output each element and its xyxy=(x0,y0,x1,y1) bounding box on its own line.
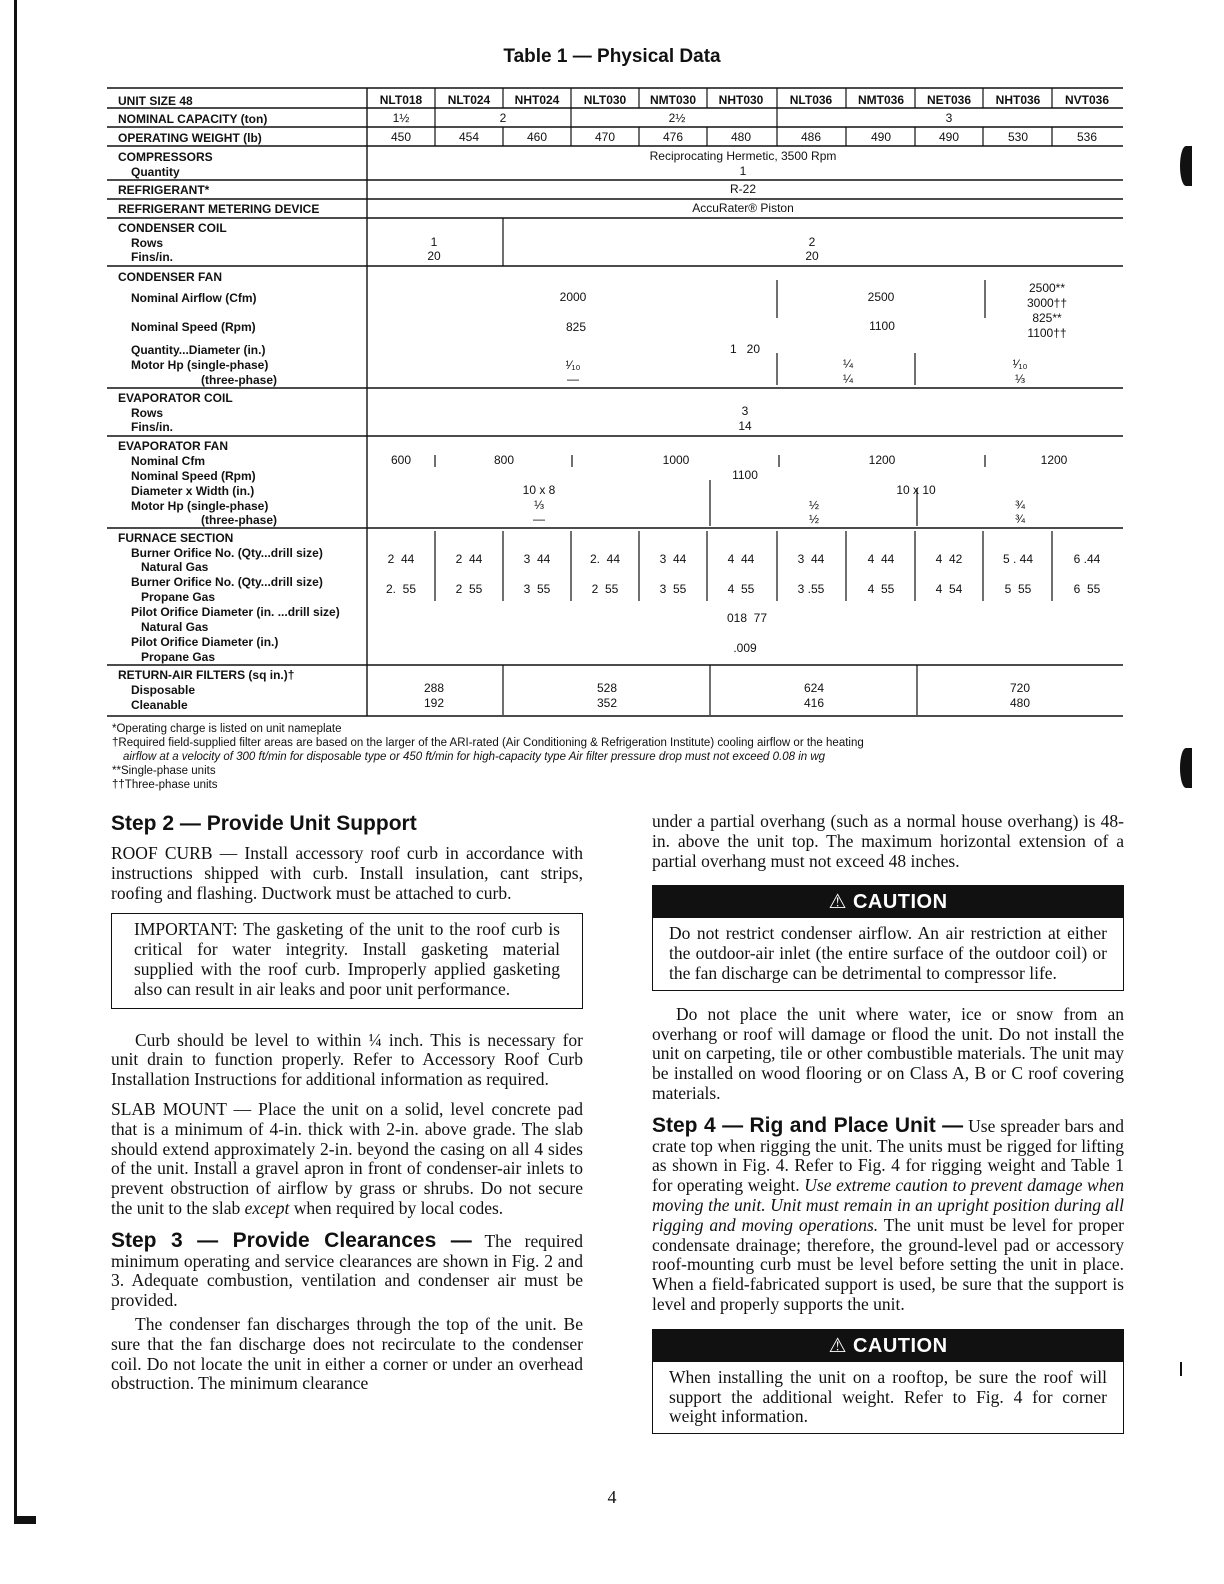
filter-cleanable-value: 416 xyxy=(803,696,825,710)
step4-text: Use spreader bars and crate top when rigging the unit. The units must be rigged for lifting as shown in Fig. 4. Refer to Fig. 4 for rigging weight and Table 1 for operating weight. xyxy=(652,1115,1124,1196)
burner-orifice-propane: 4 55 xyxy=(727,582,755,596)
slab-mount-text: SLAB MOUNT — Place the unit on a solid, level concrete pad that is a minimum of 4-in. thick with 2-in. above grade. The slab should extend approximately 2-in. beyond the casing on all 4 sides of the unit. Install a gravel apron in front of condenser-air inlets to prevent obstruction of airflow by grass or shrubs. Do not secure the unit to the slab xyxy=(111,1098,583,1218)
fan-discharge-paragraph: The condenser fan discharges through the top of the unit. Be sure that the fan discharge does not recirculate to the condenser coil. Do not locate the unit in either a corner or under an overhead obstruction. The minimum clearance xyxy=(111,1313,583,1394)
footnote: †Required field-supplied filter areas are based on the larger of the ARI-rated (Air Conditioning & Refrigeration Institute) cooling airflow or the heating xyxy=(112,737,864,749)
slab-mount-paragraph xyxy=(111,1100,583,1219)
operating-weight-value: 454 xyxy=(458,130,480,144)
evap-hp-single: ½ xyxy=(808,498,820,512)
burner-orifice-natural-gas: 4 44 xyxy=(727,552,755,566)
burner-orifice-natural-gas: 2. 44 xyxy=(589,552,621,566)
burner-orifice-natural-gas: 4 42 xyxy=(935,552,963,566)
capacity-value: 2 xyxy=(499,111,507,125)
filter-disposable-value: 720 xyxy=(1009,681,1031,695)
fan-hp-single: ¹⁄₁₀ xyxy=(565,358,581,372)
operating-weight-value: 480 xyxy=(730,130,752,144)
burner-orifice-natural-gas: 5 . 44 xyxy=(1002,552,1034,566)
condenser-fins-value: 20 xyxy=(805,249,819,263)
pilot-natural-gas-label: Natural Gas xyxy=(141,620,209,634)
step3-heading: Step 3 — Provide Clearances — xyxy=(111,1228,472,1252)
refrigerant-label: REFRIGERANT* xyxy=(118,183,210,197)
evaporator-rows-label: Rows xyxy=(131,406,164,420)
right-column xyxy=(652,812,1124,1448)
capacity-value: 2½ xyxy=(668,111,686,125)
fan-hp-single: ¹⁄₁₀ xyxy=(1012,357,1028,371)
caution-header: ⚠ CAUTION xyxy=(653,1330,1123,1362)
burner-orifice-propane: 2. 55 xyxy=(385,582,417,596)
evap-hp-single-label: Motor Hp (single-phase) xyxy=(131,499,269,513)
evap-diameter: 10 x 8 xyxy=(522,483,556,497)
pilot-orifice-lp-label: Pilot Orifice Diameter (in.) xyxy=(131,635,279,649)
important-notice-box xyxy=(111,913,583,1008)
burner-orifice-natural-gas: 6 .44 xyxy=(1073,552,1101,566)
caution-box-airflow xyxy=(652,885,1124,990)
nominal-capacity-label: NOMINAL CAPACITY (ton) xyxy=(118,112,268,126)
condenser-rows-value: 2 xyxy=(808,235,816,249)
unit-model-header: NMT030 xyxy=(649,93,697,107)
burner-orifice-natural-gas: 3 44 xyxy=(797,552,825,566)
burner-orifice-propane: 5 55 xyxy=(1004,582,1032,596)
condenser-airflow: 2500 xyxy=(867,290,895,304)
fan-hp-single: ¼ xyxy=(842,357,854,371)
caution-text: When installing the unit on a rooftop, be sure the roof will support the additional weight. Refer to Fig. 4 for corner weight information. xyxy=(669,1366,1107,1427)
compressors-label: COMPRESSORS xyxy=(118,150,213,164)
slab-mount-text-end: when required by local codes. xyxy=(289,1197,504,1218)
evap-cfm: 1200 xyxy=(1040,453,1068,467)
evap-cfm: 600 xyxy=(390,453,412,467)
roof-curb-paragraph: ROOF CURB — Install accessory roof curb in accordance with instructions shipped with curb. Install insulation, cant strips, roofing and flashing. Ductwork must be attached to curb. xyxy=(111,843,583,903)
evap-diameter: 10 x 10 xyxy=(896,483,936,497)
unit-model-header: NHT030 xyxy=(718,93,764,107)
step4-paragraph xyxy=(652,1113,1124,1315)
burner-orifice-ng-label: Burner Orifice No. (Qty...drill size) xyxy=(131,546,323,560)
evap-cfm: 800 xyxy=(493,453,515,467)
step4-emphasis: Use extreme caution to prevent damage when moving the unit. Unit must remain in an upright position during all rigging and moving operations. xyxy=(652,1175,1124,1235)
burner-orifice-natural-gas: 3 44 xyxy=(659,552,687,566)
burner-orifice-propane: 2 55 xyxy=(591,582,619,596)
burner-orifice-propane: 2 55 xyxy=(455,582,483,596)
condenser-speed: 825** xyxy=(1032,311,1062,325)
refrigerant-value: R-22 xyxy=(729,182,757,196)
propane-gas-label: Propane Gas xyxy=(141,590,216,604)
burner-orifice-natural-gas: 4 44 xyxy=(867,552,895,566)
burner-orifice-propane: 3 .55 xyxy=(797,582,825,596)
important-notice-text: IMPORTANT: The gasketing of the unit to the roof curb is critical for water integrity. Install gasketing material supplied with the roof curb. Improperly applied gasketing also can result in air leaks and poor unit performance. xyxy=(134,919,560,999)
condenser-airflow: 2500** xyxy=(1028,281,1066,295)
unit-size-label: UNIT SIZE 48 xyxy=(118,94,193,108)
operating-weight-value: 490 xyxy=(870,130,892,144)
physical-data-table xyxy=(107,87,1123,717)
fan-quantity-label: Quantity...Diameter (in.) xyxy=(131,343,266,357)
burner-orifice-propane: 4 54 xyxy=(935,582,963,596)
left-column xyxy=(111,812,583,1404)
page-corner-mark xyxy=(14,1516,36,1524)
operating-weight-value: 490 xyxy=(938,130,960,144)
unit-model-header: NLT024 xyxy=(447,93,491,107)
pilot-orifice-ng: 018 77 xyxy=(726,611,768,625)
evaporator-coil-label: EVAPORATOR COIL xyxy=(118,391,233,405)
evaporator-rows-value: 3 xyxy=(741,404,749,418)
unit-model-header: NET036 xyxy=(926,93,972,107)
footnote: ††Three-phase units xyxy=(112,779,218,791)
unit-model-header: NHT036 xyxy=(995,93,1041,107)
compressor-quantity-label: Quantity xyxy=(131,165,180,179)
condenser-coil-label: CONDENSER COIL xyxy=(118,221,227,235)
capacity-value: 3 xyxy=(945,111,953,125)
cleanable-label: Cleanable xyxy=(131,698,188,712)
condenser-airflow: 2000 xyxy=(559,290,587,304)
caution-box-rooftop xyxy=(652,1329,1124,1434)
nominal-speed-label: Nominal Speed (Rpm) xyxy=(131,320,256,334)
table-title: Table 1 — Physical Data xyxy=(503,46,721,67)
operating-weight-value: 486 xyxy=(800,130,822,144)
burner-orifice-natural-gas: 3 44 xyxy=(523,552,551,566)
caution-header: ⚠ CAUTION xyxy=(653,886,1123,918)
operating-weight-value: 476 xyxy=(662,130,684,144)
filter-disposable-value: 528 xyxy=(596,681,618,695)
furnace-section-label: FURNACE SECTION xyxy=(118,531,234,545)
evap-cfm: 1200 xyxy=(868,453,896,467)
unit-model-header: NHT024 xyxy=(514,93,560,107)
fan-hp-three: — xyxy=(567,372,579,386)
footnote: airflow at a velocity of 300 ft/min for disposable type or 450 ft/min for high-capacity type Air filter pressure drop must not exceed 0.08 in wg xyxy=(123,751,826,763)
condenser-airflow: 3000†† xyxy=(1026,296,1068,310)
footnote: **Single-phase units xyxy=(112,765,216,777)
evap-hp-single: ¾ xyxy=(1014,498,1026,512)
step4-text-end: The unit must be level for proper condensate drainage; therefore, the ground-level pad or accessory roof-mounting curb must be level before setting the unit in place. When a field-fabricated support is used, be sure that the support is level and properly supports the unit. xyxy=(652,1214,1124,1314)
operating-weight-value: 470 xyxy=(594,130,616,144)
unit-model-header: NLT018 xyxy=(379,93,423,107)
evap-hp-three: ¾ xyxy=(1014,512,1026,526)
evap-hp-three-label: (three-phase) xyxy=(201,513,278,527)
capacity-value: 1½ xyxy=(392,111,410,125)
nominal-cfm-label: Nominal Cfm xyxy=(131,454,206,468)
table-footnotes xyxy=(112,722,864,792)
unit-model-header: NVT036 xyxy=(1064,93,1110,107)
evap-hp-three: — xyxy=(533,512,545,526)
disposable-label: Disposable xyxy=(131,683,196,697)
condenser-fins-label: Fins/in. xyxy=(131,250,173,264)
burner-orifice-propane: 3 55 xyxy=(523,582,551,596)
evap-speed-label: Nominal Speed (Rpm) xyxy=(131,469,256,483)
filter-disposable-value: 624 xyxy=(803,681,825,695)
motor-hp-single-label: Motor Hp (single-phase) xyxy=(131,358,269,372)
burner-orifice-propane: 3 55 xyxy=(659,582,687,596)
return-air-filters-label: RETURN-AIR FILTERS (sq in.)† xyxy=(118,668,295,682)
burner-orifice-propane: 6 55 xyxy=(1073,582,1101,596)
step2-heading: Step 2 — Provide Unit Support xyxy=(111,812,417,835)
table-grid xyxy=(107,87,1123,717)
operating-weight-label: OPERATING WEIGHT (lb) xyxy=(118,131,262,145)
compressor-quantity: 1 xyxy=(739,164,747,178)
pilot-propane-gas-label: Propane Gas xyxy=(141,650,216,664)
compressor-type: Reciprocating Hermetic, 3500 Rpm xyxy=(649,149,837,163)
unit-model-header: NMT036 xyxy=(857,93,905,107)
evaporator-fins-value: 14 xyxy=(738,419,752,433)
operating-weight-value: 536 xyxy=(1076,130,1098,144)
condenser-fan-label: CONDENSER FAN xyxy=(118,270,223,284)
pilot-orifice-lp: .009 xyxy=(733,641,757,655)
evap-hp-three: ½ xyxy=(808,512,820,526)
natural-gas-label: Natural Gas xyxy=(141,560,209,574)
page-number: 4 xyxy=(607,1487,617,1507)
condenser-fins-value: 20 xyxy=(427,249,441,263)
evaporator-fins-label: Fins/in. xyxy=(131,420,173,434)
metering-device-value: AccuRater® Piston xyxy=(692,201,794,215)
punch-hole-mark xyxy=(1180,748,1192,788)
evap-speed: 1100 xyxy=(732,468,758,482)
motor-hp-three-label: (three-phase) xyxy=(201,373,278,387)
condenser-speed: 1100 xyxy=(869,319,895,333)
unit-model-header: NLT036 xyxy=(789,93,833,107)
burner-orifice-lp-label: Burner Orifice No. (Qty...drill size) xyxy=(131,575,323,589)
evap-hp-single: ⅓ xyxy=(533,498,545,512)
curb-level-paragraph: Curb should be level to within ¼ inch. This is necessary for unit drain to function properly. Refer to Accessory Roof Curb Installation Instructions for additional information as required. xyxy=(111,1029,583,1090)
slab-mount-emphasis: except xyxy=(244,1197,290,1218)
caution-text: Do not restrict condenser airflow. An air restriction at either the outdoor-air inlet (the entire surface of the outdoor coil) or the fan discharge can be detrimental to compressor life. xyxy=(669,923,1107,983)
page-left-rule xyxy=(14,0,17,1524)
filter-cleanable-value: 480 xyxy=(1009,696,1031,710)
fan-quantity-diameter: 1 20 xyxy=(729,342,761,356)
footnote: *Operating charge is listed on unit nameplate xyxy=(112,723,342,735)
evaporator-fan-label: EVAPORATOR FAN xyxy=(118,439,229,453)
overhang-paragraph: under a partial overhang (such as a normal house overhang) is 48-in. above the unit top. The maximum horizontal extension of a partial overhang must not exceed 48 inches. xyxy=(652,811,1124,871)
nominal-airflow-label: Nominal Airflow (Cfm) xyxy=(131,291,257,305)
punch-hole-mark xyxy=(1180,146,1192,186)
fan-hp-three: ¼ xyxy=(842,372,854,386)
condenser-speed: 825 xyxy=(565,320,587,334)
burner-orifice-natural-gas: 2 44 xyxy=(455,552,483,566)
filter-cleanable-value: 192 xyxy=(423,696,445,710)
placement-paragraph: Do not place the unit where water, ice or snow from an overhang or roof will damage or flood the unit. Do not install the unit on carpeting, tile or other combustible materials. The unit may be installed on wood flooring or on Class A, B or C roof covering materials. xyxy=(652,1003,1124,1103)
step4-heading: Step 4 — Rig and Place Unit — xyxy=(652,1113,964,1137)
step3-paragraph xyxy=(111,1228,583,1311)
condenser-rows-value: 1 xyxy=(430,235,438,249)
step3-text: The required minimum operating and service clearances are shown in Fig. 2 and 3. Adequate combustion, ventilation and condenser air must be provided. xyxy=(111,1230,583,1311)
filter-disposable-value: 288 xyxy=(423,681,445,695)
operating-weight-value: 460 xyxy=(526,130,548,144)
condenser-speed: 1100†† xyxy=(1027,326,1067,340)
margin-tick xyxy=(1180,1362,1182,1376)
pilot-orifice-ng-label: Pilot Orifice Diameter (in. ...drill size) xyxy=(131,605,340,619)
operating-weight-value: 450 xyxy=(390,130,412,144)
operating-weight-value: 530 xyxy=(1007,130,1029,144)
fan-hp-three: ⅓ xyxy=(1014,372,1026,386)
unit-model-header: NLT030 xyxy=(583,93,627,107)
burner-orifice-natural-gas: 2 44 xyxy=(387,552,415,566)
burner-orifice-propane: 4 55 xyxy=(867,582,895,596)
diameter-width-label: Diameter x Width (in.) xyxy=(131,484,255,498)
evap-cfm: 1000 xyxy=(662,453,690,467)
condenser-rows-label: Rows xyxy=(131,236,164,250)
filter-cleanable-value: 352 xyxy=(596,696,618,710)
metering-device-label: REFRIGERANT METERING DEVICE xyxy=(118,202,320,216)
